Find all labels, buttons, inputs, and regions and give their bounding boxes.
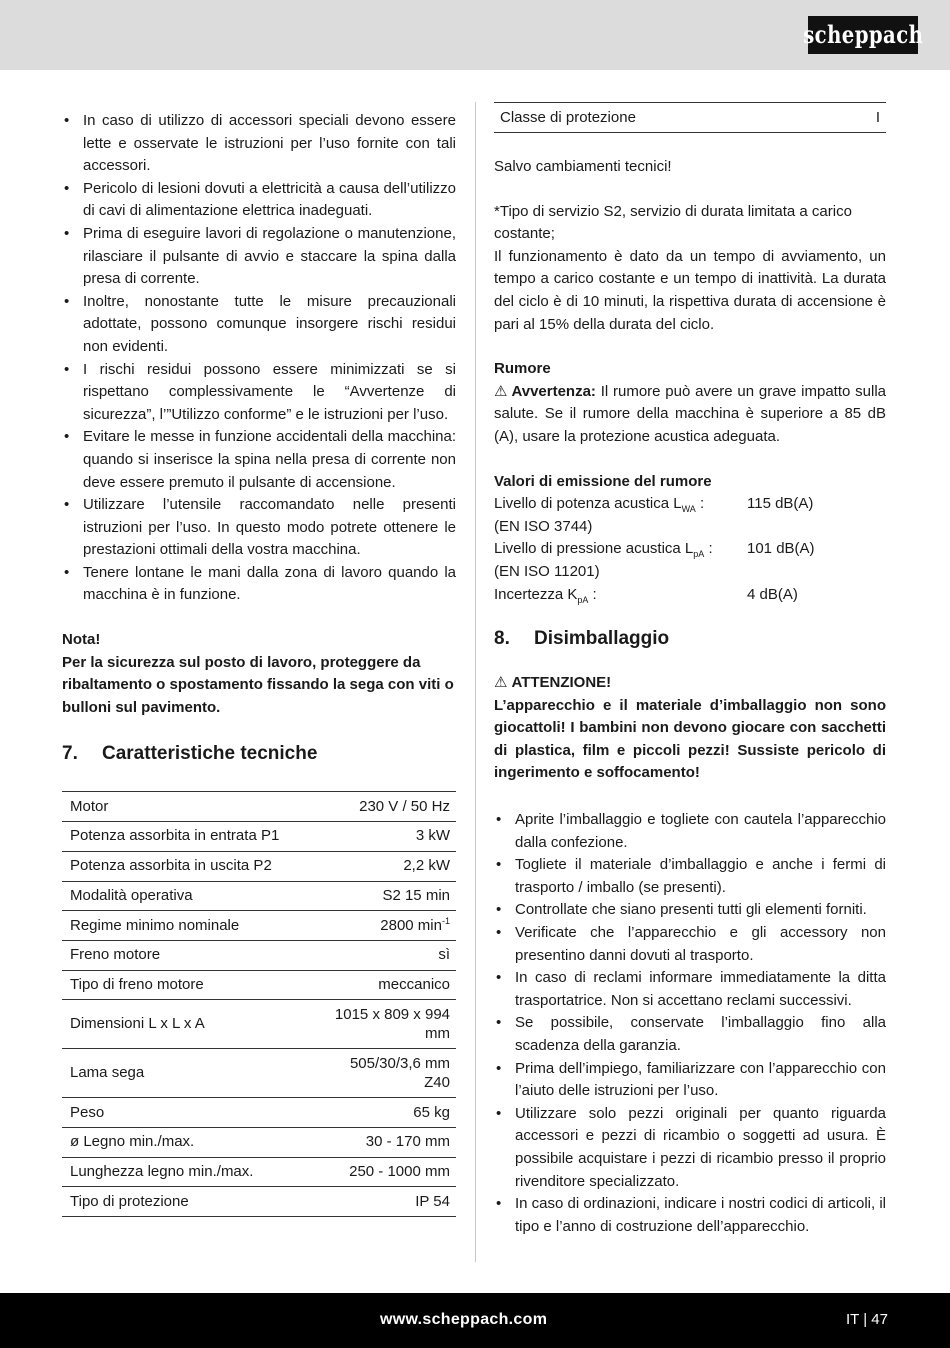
spec-value: 30 - 170 mm [316,1127,456,1157]
spec-label: Potenza assorbita in uscita P2 [62,851,316,881]
spec-value [316,911,456,941]
table-row [62,1098,456,1128]
list-item: • In caso di ordinazioni, indicare i nostri codici di articoli, il tipo e l’anno di costruzione dell’apparecchio. [494,1193,886,1238]
list-item: • Aprite l’imballaggio e togliete con cautela l’apparecchio dalla confezione. [494,809,886,854]
table-row [62,911,456,941]
spec-label: Motor [62,792,316,822]
spec-value: 250 - 1000 mm [316,1157,456,1187]
note-text: Per la sicurezza sul posto di lavoro, proteggere da ribaltamento o spostamento fissando la sega con viti o bulloni sul pavimento. [62,653,454,716]
emission-value: 115 dB(A) [747,495,814,513]
table-row [62,881,456,911]
emission-standard: (EN ISO 3744) [494,517,593,535]
page-number: IT | 47 [846,1311,888,1328]
list-item: • Controllate che siano presenti tutti gli elementi forniti. [494,899,886,922]
emission-label-suffix: : [704,540,713,558]
spec-value-superscript: -1 [441,915,450,926]
section-8-heading [494,626,886,652]
website-link[interactable]: www.scheppach.com [380,1311,548,1328]
section-title: Caratteristiche tecniche [102,743,318,765]
spec-label: Potenza assorbita in entrata P1 [62,822,316,852]
duty-line-1: *Tipo di servizio S2, servizio di durata limitata a carico costante; [494,202,852,243]
list-item: • In caso di reclami informare immediatamente la ditta trasportatrice. Non si accettano reclami successivi. [494,967,886,1012]
emission-label-text: Livello di potenza acustica L [494,495,682,513]
duty-note [494,201,886,337]
right-column [494,102,886,1238]
scheppach-logo [802,16,924,54]
spec-value: 1015 x 809 x 994 mm [316,1000,456,1049]
unpacking-bullet-list [494,809,886,1238]
left-column [62,110,456,1217]
table-row [62,851,456,881]
table-row [62,970,456,1000]
spec-label: Freno motore [62,940,316,970]
table-row [62,822,456,852]
spec-value: sì [316,940,456,970]
table-row [62,792,456,822]
list-item: • I rischi residui possono essere minimizzati se si rispettano complessivamente le “Avvertenze di sicurezza”, l’”Utilizzo conforme” e le istruzioni per l’uso. [62,359,456,427]
table-row [62,1187,456,1217]
list-item: • Togliete il materiale d’imballaggio e anche i fermi di trasporto / imballo (se presenti). [494,854,886,899]
warning-icon: ⚠ [494,382,508,400]
protection-class-row [494,102,886,133]
note-block [62,629,456,719]
emission-label [494,538,747,561]
changes-note: Salvo cambiamenti tecnici! [494,158,672,175]
emission-label [494,493,747,516]
section-7-heading [62,741,456,767]
spec-label: Lunghezza legno min./max. [62,1157,316,1187]
section-title: Disimballaggio [534,628,670,650]
emission-row [494,493,886,516]
spec-value: 505/30/3,6 mm Z40 [316,1049,456,1098]
spec-label: Tipo di freno motore [62,970,316,1000]
emission-row [494,584,886,607]
spec-label: Modalità operativa [62,881,316,911]
list-item: • Pericolo di lesioni dovuti a elettricità a causa dell’utilizzo di cavi di alimentazione elettrica inadeguati. [62,178,456,223]
emission-label-subscript: WA [681,504,696,515]
spec-label: Lama sega [62,1049,316,1098]
attention-block [494,672,886,785]
list-item: • Inoltre, nonostante tutte le misure precauzionali adottate, possono comunque insorgere rischi residui non evidenti. [62,291,456,359]
emission-value: 4 dB(A) [747,585,798,603]
emission-value: 101 dB(A) [747,540,815,558]
attention-label: ATTENZIONE! [511,674,612,692]
spec-label: Dimensioni L x L x A [62,1000,316,1049]
technical-specs-table [62,791,456,1217]
emission-label-subscript: pA [693,549,705,560]
noise-warning [494,381,886,449]
table-row [62,1127,456,1157]
section-number: 8. [494,628,510,650]
duty-line-2: Il funzionamento è dato da un tempo di avviamento, un tempo a carico costante e un tempo di inattività. La durata del ciclo è di 10 minuti, la rispettiva durata di accensione è pari al 15% della durata del ciclo. [494,247,886,333]
emission-title: Valori di emissione del rumore [494,472,712,490]
emission-label-suffix: : [695,495,705,513]
table-row [62,1000,456,1049]
list-item: • Verificate che l’apparecchio e gli accessory non presentino danni dovuti al trasporto. [494,922,886,967]
spec-value: IP 54 [316,1187,456,1217]
list-item: • Evitare le messe in funzione accidentali della macchina: quando si inserisce la spina nella presa di corrente non deve essere premuto il pulsante di accensione. [62,426,456,494]
spec-value-text: 2800 min [380,916,442,934]
emission-standard: (EN ISO 11201) [494,562,600,580]
spec-label: Tipo di protezione [62,1187,316,1217]
spec-value: 2,2 kW [316,851,456,881]
spec-value: 65 kg [316,1098,456,1128]
page-header [0,0,950,70]
spec-value: S2 15 min [316,881,456,911]
list-item: • In caso di utilizzo di accessori speciali devono essere lette e osservate le istruzioni per l’uso fornite con tali accessori. [62,110,456,178]
emission-label-text: Livello di pressione acustica L [494,540,694,558]
spec-label: Peso [62,1098,316,1128]
list-item: • Utilizzare l’utensile raccomandato nelle presenti istruzioni per l’uso. In questo modo potrete ottenere le prestazioni ottimali della vostra macchina. [62,494,456,562]
safety-bullet-list [62,110,456,607]
protection-label: Classe di protezione [500,109,636,126]
list-item: • Prima di eseguire lavori di regolazione o manutenzione, rilasciare il pulsante di avvio e staccare la spina dalla presa di corrente. [62,223,456,291]
list-item: • Tenere lontane le mani dalla zona di lavoro quando la macchina è in funzione. [62,562,456,607]
emission-label-subscript: pA [577,594,589,605]
spec-value: 3 kW [316,822,456,852]
list-item: • Se possibile, conservate l’imballaggio fino alla scadenza della garanzia. [494,1012,886,1057]
noise-title: Rumore [494,360,551,378]
noise-warning-text: Il rumore può avere un grave impatto sulla salute. Se il rumore della macchina è superiore a 85 dB (A), usare la protezione acustica adeguata. [494,382,886,445]
section-number: 7. [62,743,78,765]
page-footer [0,1293,950,1348]
logo-text: scheppach [802,19,924,49]
attention-heading [494,672,886,695]
list-item: • Utilizzare solo pezzi originali per quanto riguarda accessori e pezzi di ricambio o soggetti ad usura. È possibile acquistare i pezzi di ricambio presso il proprio rivenditore specializzato. [494,1103,886,1193]
emission-label-suffix: : [588,585,597,603]
list-item: • Prima dell’impiego, familiarizzare con l’apparecchio con l’aiuto delle istruzioni per l’uso. [494,1058,886,1103]
spec-value: 230 V / 50 Hz [316,792,456,822]
emission-label-text: Incertezza K [494,585,578,603]
spec-value: meccanico [316,970,456,1000]
noise-warning-label: Avvertenza: [511,382,596,400]
emission-row [494,538,886,561]
protection-value: I [875,109,880,126]
table-row [62,940,456,970]
spec-label: ø Legno min./max. [62,1127,316,1157]
table-row [62,1049,456,1098]
warning-icon: ⚠ [494,674,508,692]
attention-text: L’apparecchio e il materiale d’imballaggio non sono giocattoli! I bambini non devono giocare con sacchetti di plastica, film e piccoli pezzi! Sussiste pericolo di ingerimento e soffocamento! [494,696,886,782]
note-title: Nota! [62,631,101,649]
table-row [62,1157,456,1187]
column-divider [475,102,476,1262]
emission-block [494,471,886,607]
noise-block [494,358,886,448]
spec-label: Regime minimo nominale [62,911,316,941]
emission-label [494,584,747,607]
